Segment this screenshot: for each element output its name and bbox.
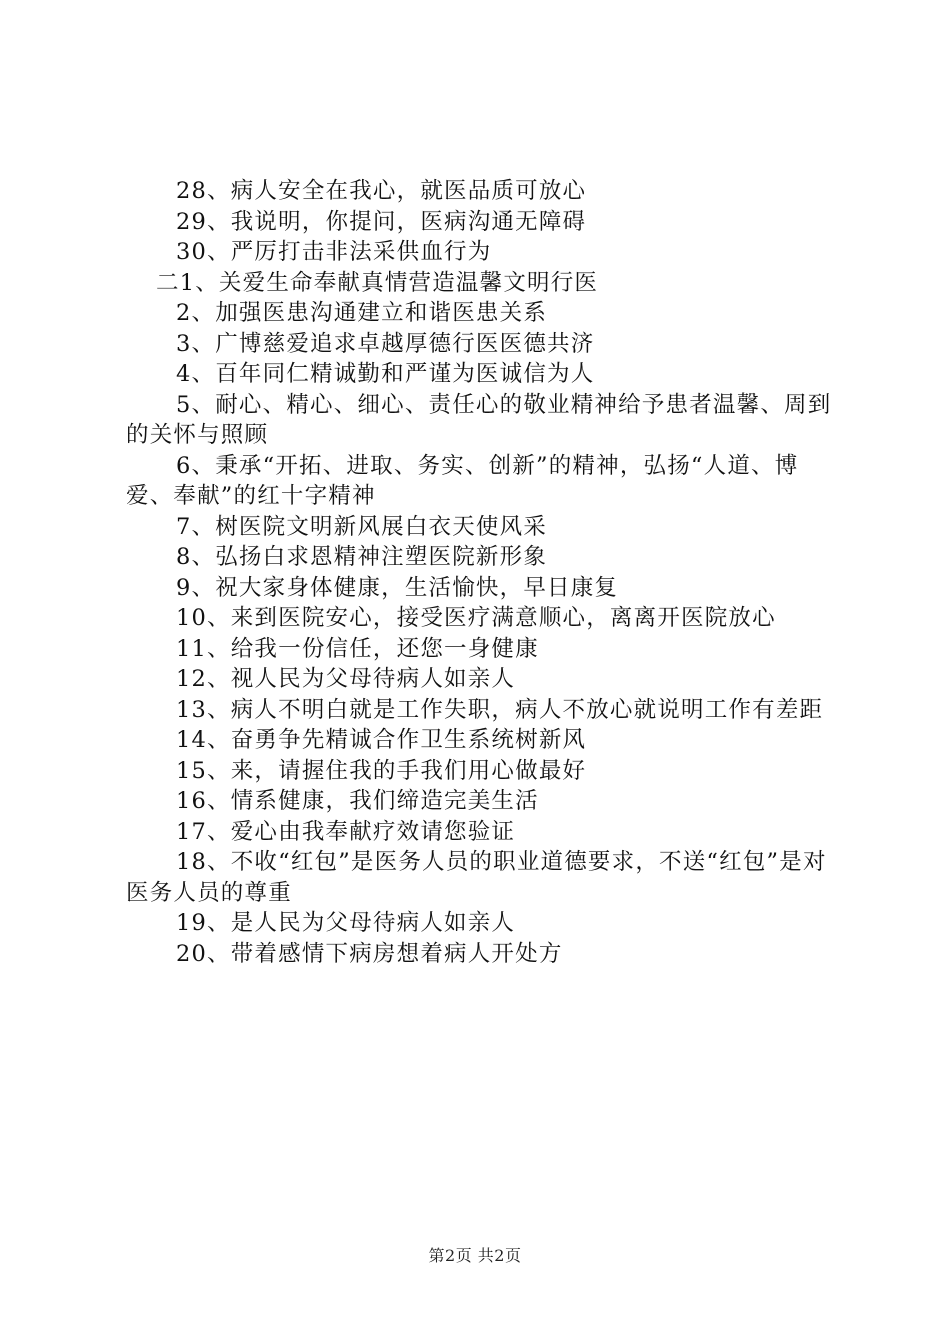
paragraph: 16、情系健康，我们缔造完美生活 xyxy=(176,788,539,814)
paragraph: 20、带着感情下病房想着病人开处方 xyxy=(176,940,563,967)
page-number: 第2页 共2页 xyxy=(428,1246,522,1265)
paragraph: 8、弘扬白求恩精神注塑医院新形象 xyxy=(176,544,548,570)
paragraph: 9、祝大家身体健康，生活愉快，早日康复 xyxy=(176,574,619,601)
paragraph: 5、耐心、精心、细心、责任心的敬业精神给予患者温馨、周到的关怀与照顾 xyxy=(126,391,832,448)
document-body xyxy=(126,176,838,969)
paragraph: 30、严厉打击非法采供血行为 xyxy=(176,239,492,265)
paragraph: 3、广博慈爱追求卓越厚德行医医德共济 xyxy=(176,330,595,357)
page-footer xyxy=(0,1243,950,1266)
paragraph: 15、来，请握住我的手我们用心做最好 xyxy=(176,757,587,784)
paragraph: 7、树医院文明新风展白衣天使风采 xyxy=(176,513,548,540)
paragraph: 14、奋勇争先精诚合作卫生系统树新风 xyxy=(176,727,587,753)
paragraph: 11、给我一份信任，还您一身健康 xyxy=(176,635,539,662)
paragraph: 4、百年同仁精诚勤和严谨为医诚信为人 xyxy=(176,361,595,387)
paragraph: 28、病人安全在我心，就医品质可放心 xyxy=(176,178,587,204)
paragraph: 12、视人民为父母待病人如亲人 xyxy=(176,666,516,692)
paragraph: 29、我说明，你提问，医病沟通无障碍 xyxy=(176,208,587,235)
paragraph: 18、不收“红包”是医务人员的职业道德要求，不送“红包”是对医务人员的尊重 xyxy=(126,849,827,906)
paragraph: 6、秉承“开拓、进取、务实、创新”的精神，弘扬“人道、博爱、奉献”的红十字精神 xyxy=(126,452,799,509)
paragraph: 二1、关爱生命奉献真情营造温馨文明行医 xyxy=(156,269,599,296)
paragraph: 2、加强医患沟通建立和谐医患关系 xyxy=(176,300,548,326)
paragraph: 19、是人民为父母待病人如亲人 xyxy=(176,910,516,936)
paragraph: 10、来到医院安心，接受医疗满意顺心，离离开医院放心 xyxy=(176,605,776,631)
paragraph: 17、爱心由我奉献疗效请您验证 xyxy=(176,818,516,845)
paragraph: 13、病人不明白就是工作失职，病人不放心就说明工作有差距 xyxy=(176,696,824,723)
